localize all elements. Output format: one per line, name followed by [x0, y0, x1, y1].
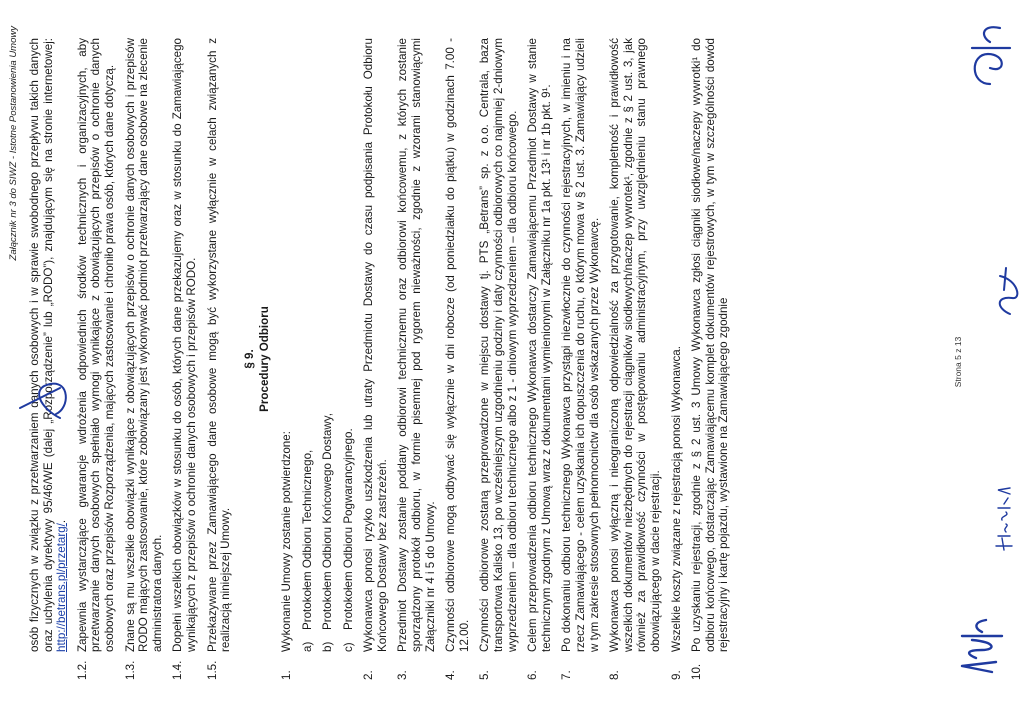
- clause-text: Wykonanie Umowy zostanie potwierdzone:: [279, 431, 293, 652]
- sub-item-b: [321, 38, 335, 680]
- intro-paragraph: [28, 38, 69, 680]
- clause-8: [608, 38, 662, 680]
- clause-10: [690, 38, 731, 680]
- clause-number: 7.: [560, 670, 574, 680]
- clause-text: Zapewnia wystarczające gwarancje wdrożenia odpowiednich środków technicznych i organizacyjnych, aby przetwarzanie danych osobowych spełniało wymogi wynikające z obowiązujących przepisów o ochronie danych osobowych oraz przepisów Rozporządzenia, mających zastosowanie i chroniło prawa osób, których dane dotyczą.: [75, 38, 116, 652]
- signature-left: [952, 610, 1012, 680]
- clause-1-2: [76, 38, 117, 680]
- page-header: Załącznik nr 3 do SIWZ - Istotne Postanowienia Umowy: [8, 26, 19, 261]
- sub-item-a: [301, 38, 315, 680]
- clause-number: 4.: [444, 670, 458, 680]
- clause-number: 1.5.: [205, 660, 219, 680]
- clause-7: [560, 38, 601, 680]
- signature-bottom-right: [960, 14, 1020, 94]
- clause-text: Wykonawca ponosi wyłączną i nieograniczoną odpowiedzialność za przygotowanie, kompletność i prawidłowość wszelkich dokumentów niezbędnych do rejestracji ciągników siodłowych/naczep wywrotek¹, zgodnie z § 2 ust. 3, jak również za prawidłowość czynności w postępowaniu administracyjnym, przy uwzględnieniu stanu prawnego obowiązującego w dacie rejestracji.: [608, 38, 662, 652]
- clause-number: 8.: [608, 670, 622, 680]
- clause-number: 2.: [362, 670, 376, 680]
- clause-9: [670, 38, 684, 680]
- clause-1-3: [124, 38, 165, 680]
- clause-text: Dopełni wszelkich obowiązków w stosunku do osób, których dane przekazujemy oraz w stosunku do Zamawiającego wynikających z przepisów o ochronie danych osobowych i przepisów RODO.: [171, 38, 198, 652]
- clause-number: 6.: [526, 670, 540, 680]
- clause-3: [396, 38, 437, 680]
- intro-text: osób fizycznych w związku z przetwarzaniem danych osobowych i w sprawie swobodnego przepływu takich danych oraz uchylenia dyrektywy 95/46/WE (dalej „Rozporządzenie” lub „RODO”), znajdującym się na stronie internetowej:: [28, 38, 55, 652]
- clause-text: Czynności odbiorowe zostaną przeprowadzone w miejscu dostawy tj. PTS „Betrans” sp. z o.o. Centrala, baza transportowa Kalisko 13, po wcześniejszym uzgodnieniu godziny i daty czynności odbiorowych co najmniej 2-dniowym wyprzedzeniem – dla odbioru technicznego albo z 1 - dniowym wyprzedzeniem – dla odbioru końcowego.: [478, 38, 519, 652]
- clause-5: [478, 38, 519, 680]
- clause-1: [280, 38, 294, 680]
- clause-1-4: [171, 38, 198, 680]
- section-title: Procedury Odbioru: [258, 306, 272, 412]
- sub-item-c: [342, 38, 356, 680]
- clause-text: Po uzyskaniu rejestracji, zgodnie z § 2 ust. 3 Umowy Wykonawca zgłosi ciągniki siodłowe/naczepy wywrotki¹ do odbioru końcowego, dostarczając Zamawiającemu komplet dokumentów rejestrowych, w tym w szczególności dowód rejestracyjny i kartę pojazdu, wystawione na Zamawiającego zgodnie: [690, 38, 731, 652]
- clause-4: [444, 38, 471, 680]
- clause-text: Znane są mu wszelkie obowiązki wynikające z obowiązujących przepisów o ochronie danych osobowych i przepisów RODO mających zastosowanie, które zobowiązany jest wykonywać podmiot przetwarzający dane osobowe na zlecenie administratora danych.: [123, 38, 164, 652]
- signature-right-bottom: [930, 706, 940, 716]
- clause-text: Wykonawca ponosi ryzyko uszkodzenia lub utraty Przedmiotu Dostawy do czasu podpisania Protokołu Odbioru Końcowego Dostawy bez zastrzeżeń.: [362, 38, 389, 652]
- clause-number: 9.: [669, 670, 683, 680]
- sub-item-text: Protokołem Odbioru Pogwarancyjnego.: [341, 428, 355, 630]
- clause-2: [362, 38, 389, 680]
- clause-text: Wszelkie koszty związane z rejestracją ponosi Wykonawca.: [669, 346, 683, 652]
- clause-number: 1.3.: [123, 660, 137, 680]
- clause-number: 1.: [279, 670, 293, 680]
- document-body: [28, 38, 738, 680]
- clause-number: 1.4.: [171, 660, 185, 680]
- betrans-link[interactable]: http://betrans.pl/przetarg/: [55, 523, 69, 652]
- clause-number: 10.: [690, 663, 704, 680]
- clause-text: Przedmiot Dostawy zostanie poddany odbiorowi technicznemu oraz odbiorowi końcowemu, z których zostanie sporządzony protokół odbioru, w formie pisemnej pod rygorem nieważności, zgodnie z wzorami stanowiącymi Załączniki nr 4 i 5 do Umowy.: [396, 38, 437, 652]
- sub-item-text: Protokołem Odbioru Końcowego Dostawy,: [321, 413, 335, 630]
- clause-text: Przekazywane przez Zamawiającego dane osobowe mogą być wykorzystane wyłącznie w celach związanych z realizacją niniejszej Umowy.: [205, 38, 233, 652]
- sub-item-letter: b): [321, 641, 335, 652]
- clause-number: 5.: [478, 670, 492, 680]
- clause-1-5: [206, 38, 233, 680]
- sub-item-letter: a): [300, 641, 314, 652]
- intro-tail: .: [55, 519, 69, 524]
- clause-6: [526, 38, 553, 680]
- clause-text: Czynności odbiorowe mogą odbywać się wyłącznie w dni robocze (od poniedziałku do piątku) w godzinach 7.00 - 12.00.: [444, 38, 471, 652]
- page-footer: Strona 5 z 13: [953, 336, 963, 388]
- sub-item-letter: c): [341, 642, 355, 652]
- signature-right-top: [990, 260, 1024, 320]
- clause-number: 3.: [396, 670, 410, 680]
- signature-flaszka: [990, 484, 1016, 554]
- signature-middle: [0, 368, 80, 428]
- section-number: § 9.: [242, 349, 256, 369]
- clause-text: Po dokonaniu odbioru technicznego Wykonawca przystąpi niezwłocznie do czynności rejestracyjnych, w imieniu i na rzecz Zamawiającego - celem uzyskania ich dopuszczenia do ruchu, o którym mowa w § 2 ust. 3. Zamawiający udzieli w tym zakresie stosownych pełnomocnictw dla osób wskazanych przez Wykonawcę.: [560, 38, 601, 652]
- clause-number: 1.2.: [75, 660, 89, 680]
- clause-text: Celem przeprowadzenia odbioru technicznego Wykonawca dostarczy Zamawiającemu Przedmiot Dostawy w stanie technicznym zgodnym z Umową wraz z dokumentami wymienionymi w Załączniku nr 1a pkt. 13¹ i nr 1b pkt. 9¹.: [526, 38, 553, 652]
- sub-item-text: Protokołem Odbioru Technicznego,: [300, 449, 314, 630]
